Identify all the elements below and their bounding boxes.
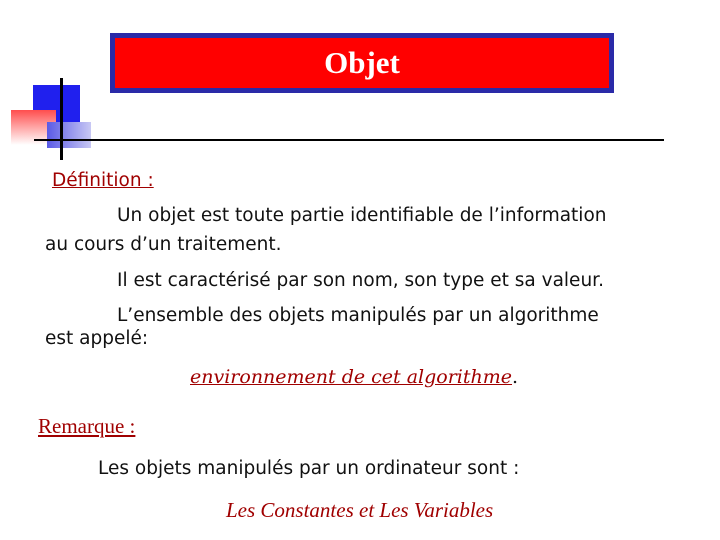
- vertical-rule: [60, 78, 63, 160]
- horizontal-rule: [34, 139, 664, 141]
- definition-label: Définition :: [52, 170, 154, 191]
- object-types: Les Constantes et Les Variables: [226, 498, 494, 522]
- remark-line: Les objets manipulés par un ordinateur sont :: [98, 458, 520, 479]
- light-blue-decor-square: [47, 122, 91, 148]
- definition-line-3: Il est caractérisé par son nom, son type et sa valeur.: [117, 270, 604, 291]
- environment-line: [190, 366, 518, 388]
- definition-line-4: L’ensemble des objets manipulés par un algorithme: [117, 305, 599, 326]
- definition-line-2: au cours d’un traitement.: [45, 234, 282, 255]
- remark-label: Remarque :: [38, 414, 136, 438]
- title-banner: [110, 33, 614, 93]
- environment-term: environnement de cet algorithme: [190, 366, 513, 388]
- definition-line-5: est appelé:: [45, 328, 149, 349]
- definition-line-1: Un objet est toute partie identifiable de l’information: [117, 205, 607, 226]
- slide-title: Objet: [324, 45, 400, 80]
- environment-period: .: [512, 366, 519, 388]
